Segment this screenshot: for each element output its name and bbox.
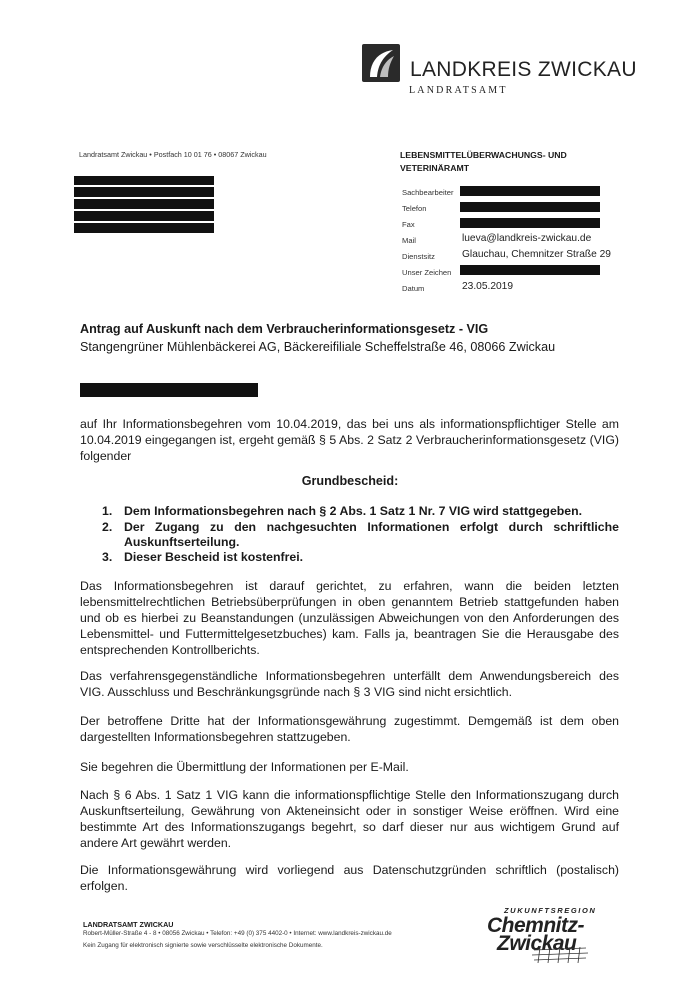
decision-number: 3. [102, 550, 113, 564]
datum-label: Datum [402, 284, 425, 293]
mail-value: lueva@landkreis-zwickau.de [462, 233, 592, 244]
body-paragraph: Das Informationsbegehren ist darauf gerichtet, zu erfahren, wann die beiden letzten lebensmittelrechtlichen Betriebsüberprüfungen in oben genanntem Betrieb stattgefunden haben und ob es hierbei zu Beanstandungen (unzulässigen Abweichungen von den Anforderungen des Lebensmittel- und Futtermittelgesetzbuches) kam. Falls ja, beantragen Sie die Herausgabe des entsprechenden Kontrollberichts. [80, 579, 619, 657]
redacted-recipient-line-3 [74, 199, 214, 209]
mail-label: Mail [402, 236, 416, 245]
telefon-label: Telefon [402, 204, 427, 213]
unser-zeichen-label: Unser Zeichen [402, 268, 452, 277]
decision-number: 2. [102, 520, 113, 534]
region-logo-line-1: Chemnitz- [487, 914, 584, 937]
dienstsitz-label: Dienstsitz [402, 252, 435, 261]
body-paragraph: Nach § 6 Abs. 1 Satz 1 VIG kann die informationspflichtige Stelle den Informationszugang durch Auskunftserteilung, Gewährung von Akteneinsicht oder in sonstiger Weise eröffnen. Wird eine bestimmte Art des Informationszugangs begehrt, so darf dieser nur aus wichtigem Grund auf andere Art gewährt werden. [80, 788, 619, 850]
department-line-1: LEBENSMITTELÜBERWACHUNGS- UND [400, 150, 567, 160]
landkreis-logo-icon [362, 44, 400, 82]
subject-line-2: Stangengrüner Mühlenbäckerei AG, Bäckereifiliale Scheffelstraße 46, 08066 Zwickau [80, 340, 556, 354]
org-subtitle: LANDRATSAMT [409, 85, 508, 96]
redacted-recipient-line-5 [74, 223, 214, 233]
body-paragraph: Der betroffene Dritte hat der Informationsgewährung zugestimmt. Demgemäß ist dem oben dargestellten Informationsbegehren stattzugeben. [80, 714, 619, 744]
redacted-salutation [80, 383, 258, 397]
fax-label: Fax [402, 220, 415, 229]
intro-paragraph: auf Ihr Informationsbegehren vom 10.04.2019, das bei uns als informationspflichtiger Stelle am 10.04.2019 eingegangen ist, ergeht gemäß § 5 Abs. 2 Satz 2 Verbraucherinformationsgesetz (VIG) folgender [80, 417, 619, 463]
region-logo-tag: ZUKUNFTSREGION [504, 906, 597, 915]
sender-return-address: Landratsamt Zwickau • Postfach 10 01 76 • 08067 Zwickau [79, 150, 267, 159]
region-logo-grid-icon [530, 946, 590, 966]
redacted-telefon [460, 202, 600, 212]
region-logo-line-2: Zwickau [497, 932, 577, 955]
redacted-unser-zeichen [460, 265, 600, 275]
department-name [400, 149, 630, 175]
body-paragraph: Das verfahrensgegenständliche Informationsbegehren unterfällt dem Anwendungsbereich des VIG. Ausschluss und Beschränkungsgründe nach § 3 VIG sind nicht ersichtlich. [80, 669, 619, 699]
decision-number: 1. [102, 504, 113, 518]
footer-address: Robert-Müller-Straße 4 - 8 • 08056 Zwickau • Telefon: +49 (0) 375 4402-0 • Internet: www.landkreis-zwickau.de [83, 930, 392, 937]
footer-note: Kein Zugang für elektronisch signierte sowie verschlüsselte elektronische Dokumente. [83, 942, 323, 949]
subject-title: Antrag auf Auskunft nach dem Verbraucherinformationsgesetz - VIG [80, 322, 489, 336]
dienstsitz-value: Glauchau, Chemnitzer Straße 29 [462, 249, 611, 260]
org-name: LANDKREIS ZWICKAU [410, 58, 637, 81]
datum-value: 23.05.2019 [462, 281, 513, 292]
decision-text: Dieser Bescheid ist kostenfrei. [124, 550, 304, 564]
sachbearbeiter-label: Sachbearbeiter [402, 188, 454, 197]
decision-heading: Grundbescheid: [301, 474, 399, 488]
decision-item [80, 520, 620, 552]
decision-item [80, 504, 620, 520]
redacted-recipient-line-4 [74, 211, 214, 221]
redacted-recipient-line-1 [74, 176, 214, 185]
redacted-recipient-line-2 [74, 187, 214, 197]
decision-text: Der Zugang zu den nachgesuchten Informationen erfolgt durch schriftliche Auskunftserteilung. [124, 520, 619, 549]
department-line-2: VETERINÄRAMT [400, 163, 470, 173]
redacted-sachbearbeiter [460, 186, 600, 196]
footer-org-name: LANDRATSAMT ZWICKAU [83, 920, 174, 929]
redacted-fax [460, 218, 600, 228]
body-paragraph: Die Informationsgewährung wird vorliegend aus Datenschutzgründen schriftlich (postalisch) erfolgen. [80, 863, 619, 893]
decision-text: Dem Informationsbegehren nach § 2 Abs. 1 Satz 1 Nr. 7 VIG wird stattgegeben. [124, 504, 583, 518]
decision-item [80, 550, 620, 566]
body-paragraph: Sie begehren die Übermittlung der Informationen per E-Mail. [80, 760, 409, 774]
